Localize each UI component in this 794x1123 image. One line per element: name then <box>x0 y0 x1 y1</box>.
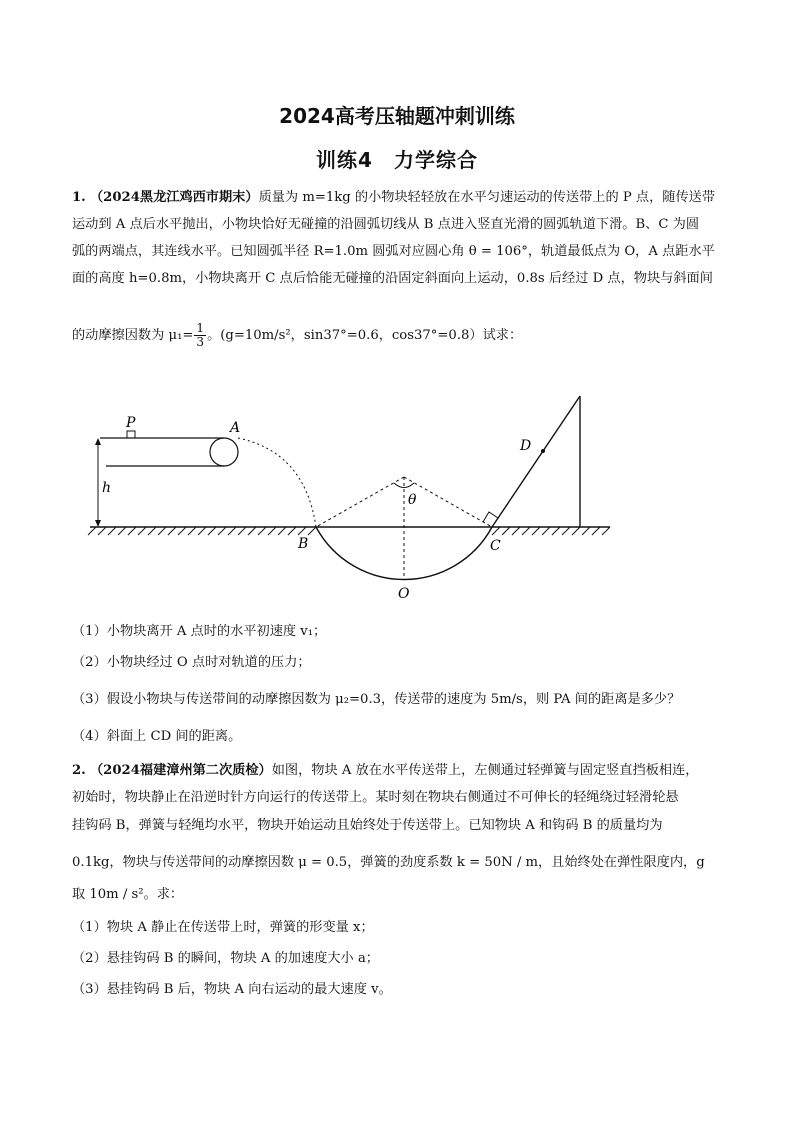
q1-number: 1. <box>72 190 86 205</box>
label-p: P <box>126 415 136 431</box>
frac-numerator: 1 <box>196 321 205 335</box>
q2-source: （2024福建漳州第二次质检） <box>89 763 272 778</box>
block-p <box>127 431 135 438</box>
q2-line-4: 0.1kg，物块与传送带间的动摩擦因数 μ = 0.5，弹簧的劲度系数 k = 50N / m，且始终处在弹性限度内，g <box>72 855 705 870</box>
label-a: A <box>230 420 241 436</box>
projectile-path <box>238 438 316 527</box>
q1-source: （2024黑龙江鸡西市期末） <box>89 190 259 205</box>
q2-text-1: 如图，物块 A 放在水平传送带上，左侧通过轻弹簧与固定竖直挡板相连， <box>271 763 699 778</box>
q2-number: 2. <box>72 763 86 778</box>
mechanics-diagram <box>80 382 620 602</box>
q1-line-5 <box>72 322 722 349</box>
q2-part-3: （3）悬挂钩码 B 后，物块 A 向右运动的最大速度 v。 <box>72 982 392 997</box>
q1-text-5b: 。(g=10m/s²，sin37°=0.6，cos37°=0.8）试求： <box>207 328 523 343</box>
q2-line-5: 取 10m / s²。求： <box>72 887 184 902</box>
label-b: B <box>298 536 309 552</box>
q2-part-2: （2）悬挂钩码 B 的瞬间，物块 A 的加速度大小 a； <box>72 951 379 966</box>
page-subtitle: 训练4 力学综合 <box>316 148 478 172</box>
point-d <box>541 449 545 453</box>
q1-part-1: （1）小物块离开 A 点时的水平初速度 v₁； <box>72 624 327 639</box>
q1-line-1 <box>72 184 722 211</box>
q1-text-1: 质量为 m=1kg 的小物块轻轻放在水平匀速运动的传送带上的 P 点，随传送带 <box>258 190 716 205</box>
q2-line-3: 挂钩码 B，弹簧与轻绳均水平，物块开始运动且始终处于传送带上。已知物块 A 和钩码 B 的质量均为 <box>72 818 663 833</box>
label-d: D <box>520 438 532 454</box>
q2-part-1: （1）物块 A 静止在传送带上时，弹簧的形变量 x； <box>72 920 374 935</box>
belt-pulley <box>210 438 238 466</box>
label-c: C <box>490 538 501 554</box>
mu1-fraction <box>194 322 206 349</box>
q1-part-4: （4）斜面上 CD 间的距离。 <box>72 729 242 744</box>
q2-line-2: 初始时，物块静止在沿逆时针方向运行的传送带上。某时刻在物块右侧通过不可伸长的轻绳绕过轻滑轮悬 <box>72 790 679 805</box>
radius-oc <box>404 477 492 527</box>
ground-hatching <box>88 527 610 535</box>
frac-denominator: 3 <box>196 335 205 349</box>
q1-line-2: 运动到 A 点后水平抛出，小物块恰好无碰撞的沿圆弧切线从 B 点进入竖直光滑的圆弧轨道下滑。B、C 为圆 <box>72 217 700 232</box>
label-h: h <box>102 480 112 496</box>
q1-text-5a: 的动摩擦因数为 μ₁= <box>72 328 194 343</box>
incline <box>492 396 580 527</box>
arc-track <box>316 527 492 580</box>
label-theta: θ <box>408 492 417 508</box>
q2-line-1 <box>72 757 722 784</box>
q1-line-3: 弧的两端点，其连线水平。已知圆弧半径 R=1.0m 圆弧对应圆心角 θ = 106°，轨道最低点为 O，A 点距水平 <box>72 244 715 259</box>
q1-part-3: （3）假设小物块与传送带间的动摩擦因数为 μ₂=0.3，传送带的速度为 5m/s，则 PA 间的距离是多少？ <box>72 692 681 707</box>
page-title: 2024高考压轴题冲刺训练 <box>279 104 515 128</box>
radius-ob <box>316 477 404 527</box>
q1-line-4: 面的高度 h=0.8m，小物块离开 C 点后恰能无碰撞的沿固定斜面向上运动，0.8s 后经过 D 点，物块与斜面间 <box>72 271 713 286</box>
label-o: O <box>398 586 410 602</box>
q1-part-2: （2）小物块经过 O 点时对轨道的压力； <box>72 655 311 670</box>
